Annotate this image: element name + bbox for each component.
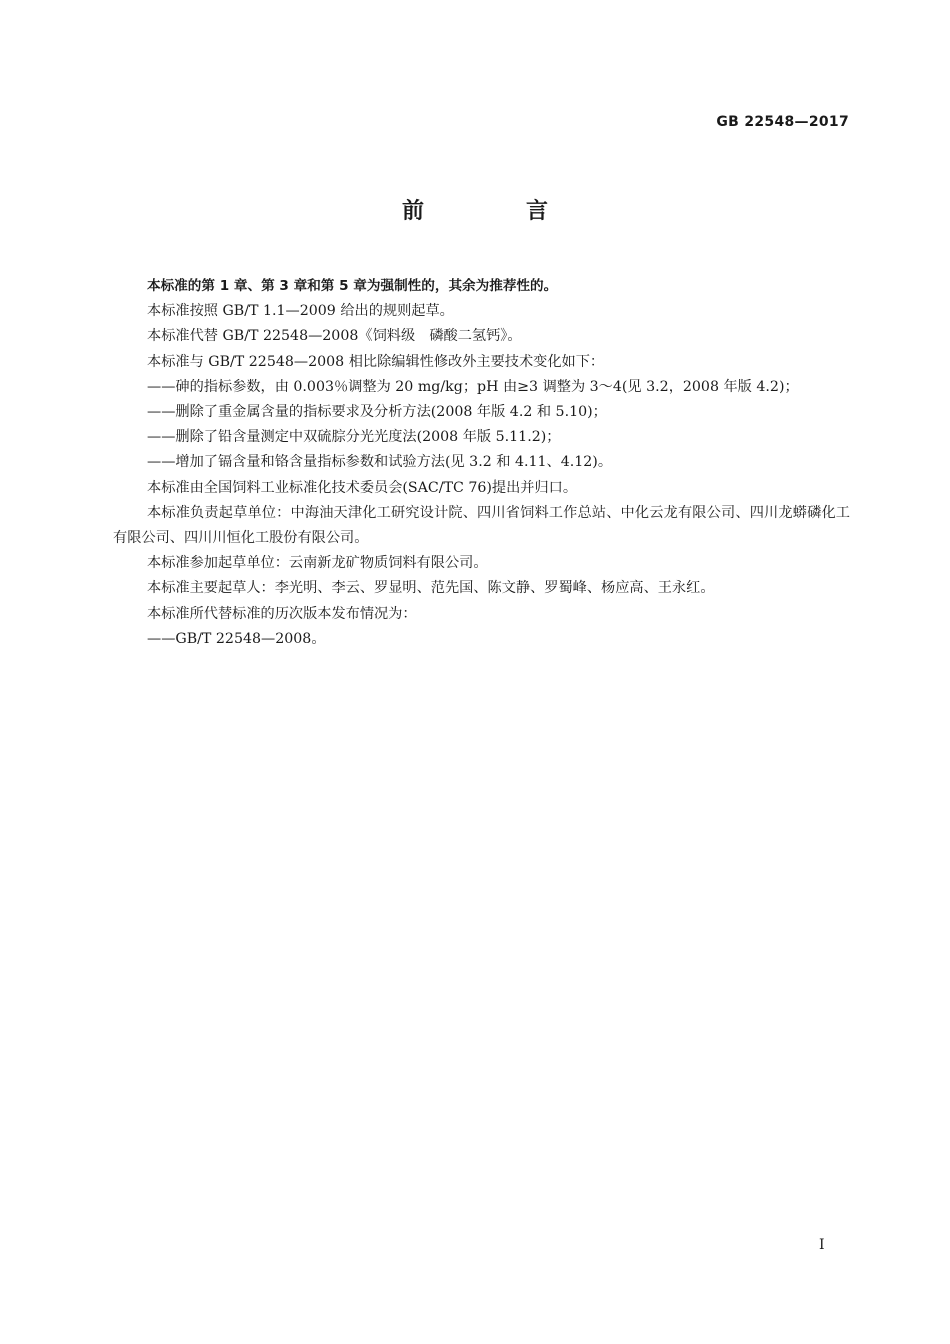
change-item: ——删除了铅含量测定中双硫腙分光光度法(2008 年版 5.11.2)； bbox=[147, 429, 561, 446]
drafting-rules: 本标准按照 GB/T 1.1—2009 给出的规则起草。 bbox=[147, 303, 454, 320]
drafting-units: 本标准负责起草单位：中海油天津化工研究设计院、四川省饲料工作总站、中化云龙有限公司、四川龙蟒磷化工有限公司、四川川恒化工股份有限公司。 bbox=[113, 504, 850, 547]
main-drafters: 本标准主要起草人：李光明、李云、罗显明、范先国、陈文静、罗蜀峰、杨应高、王永红。 bbox=[147, 580, 715, 597]
change-item: ——删除了重金属含量的指标要求及分析方法(2008 年版 4.2 和 5.10)； bbox=[147, 404, 607, 421]
change-item: ——增加了镉含量和铬含量指标参数和试验方法(见 3.2 和 4.11、4.12)。 bbox=[147, 454, 613, 471]
history-item: ——GB/T 22548—2008。 bbox=[147, 630, 326, 647]
page-title: 前 言 bbox=[401, 199, 588, 224]
change-item: ——砷的指标参数，由 0.003％调整为 20 mg/kg；pH 由≥3 调整为 3～4(见 3.2，2008 年版 4.2)； bbox=[147, 378, 799, 395]
replacement-statement: 本标准代替 GB/T 22548—2008《饲料级 磷酸二氢钙》。 bbox=[147, 328, 522, 345]
foreword-body bbox=[113, 274, 850, 652]
proposer-statement: 本标准由全国饲料工业标准化技术委员会(SAC/TC 76)提出并归口。 bbox=[147, 479, 578, 496]
changes-intro: 本标准与 GB/T 22548—2008 相比除编辑性修改外主要技术变化如下： bbox=[147, 353, 605, 370]
participating-units: 本标准参加起草单位：云南新龙矿物质饲料有限公司。 bbox=[147, 555, 488, 572]
history-intro: 本标准所代替标准的历次版本发布情况为： bbox=[147, 605, 417, 622]
mandatory-statement: 本标准的第 1 章、第 3 章和第 5 章为强制性的，其余为推荐性的。 bbox=[147, 278, 558, 294]
page-number: I bbox=[819, 1237, 825, 1253]
standard-number: GB 22548—2017 bbox=[716, 114, 849, 130]
